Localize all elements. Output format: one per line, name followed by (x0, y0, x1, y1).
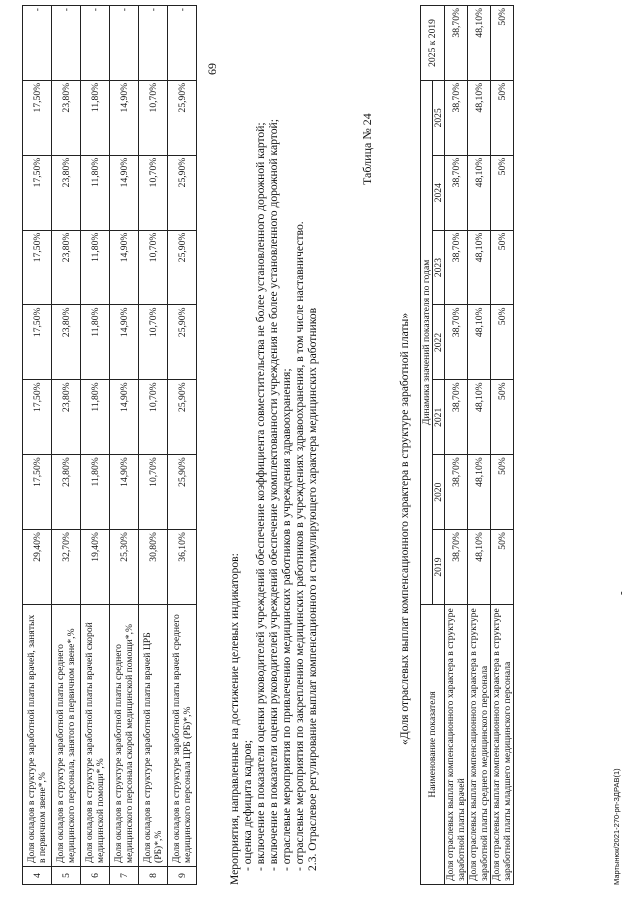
col-group-header: Динамика значений показателя по годам (421, 80, 433, 604)
value-cell: 25,30% (110, 530, 139, 605)
indicator-name: Доля окладов в структуре заработной платы врачей ЦРБ (РБ)*,% (139, 605, 168, 867)
value-cell: 38,70% (445, 380, 468, 455)
value-cell: 25,90% (168, 455, 197, 530)
measure-item: - включение в показатели оценки руководителей учреждений обеспечение укомплектованности учреждения не более установленного дорожной картой; (267, 119, 280, 871)
indicators-table-body (23, 6, 197, 885)
value-cell: - (81, 6, 110, 81)
value-cell: 10,70% (139, 455, 168, 530)
measure-item: - оценка дефицита кадров; (241, 740, 254, 871)
value-cell: 11,80% (81, 455, 110, 530)
measures-text (228, 5, 319, 885)
value-cell: 50% (491, 6, 514, 81)
table-title: «Доля отраслевых выплат компенсационного характера в структуре заработной платы» (398, 312, 411, 745)
value-cell: 14,90% (110, 80, 139, 155)
value-cell: 10,70% (139, 155, 168, 230)
row-number: 7 (110, 867, 139, 885)
table-header-row (421, 6, 433, 885)
value-cell: 48,10% (468, 230, 491, 305)
value-cell: 50% (491, 380, 514, 455)
value-cell: 25,90% (168, 230, 197, 305)
value-cell: 11,80% (81, 305, 110, 380)
indicator-name: Доля окладов в структуре заработной платы среднего медицинского персонала, занятого в первичном звене*,% (52, 605, 81, 867)
value-cell: 23,80% (52, 155, 81, 230)
indicator-name: Доля окладов в структуре заработной платы врачей среднего медицинского персонала ЦРБ (РБ)*,% (168, 605, 197, 867)
year-header: 2023 (433, 230, 445, 305)
value-cell: 25,90% (168, 80, 197, 155)
indicators-table (22, 5, 197, 885)
indicator-name: Доля отраслевых выплат компенсационного характера в структуре заработной платы среднего медицинского персонала (468, 605, 491, 885)
value-cell: 17,50% (23, 380, 52, 455)
value-cell: 48,10% (468, 80, 491, 155)
section-heading: 2.3. Отраслевое регулирование выплат компенсационного и стимулирующего характера медицинских работников (306, 307, 319, 871)
value-cell: 11,80% (81, 380, 110, 455)
value-cell: 38,70% (445, 80, 468, 155)
value-cell: 38,70% (445, 530, 468, 605)
col-ratio-header: 2025 к 2019 (421, 6, 445, 81)
row-number: 4 (23, 867, 52, 885)
value-cell: 10,70% (139, 380, 168, 455)
value-cell: 50% (491, 155, 514, 230)
value-cell: 38,70% (445, 455, 468, 530)
year-header: 2025 (433, 80, 445, 155)
year-header: 2024 (433, 155, 445, 230)
value-cell: 50% (491, 80, 514, 155)
value-cell: 23,80% (52, 380, 81, 455)
value-cell: 23,80% (52, 230, 81, 305)
value-cell: 14,90% (110, 230, 139, 305)
value-cell: 11,80% (81, 80, 110, 155)
value-cell: 36,10% (168, 530, 197, 605)
indicator-name: Доля отраслевых выплат компенсационного характера в структуре заработной платы младшего медицинского персонала (491, 605, 514, 885)
value-cell: 11,80% (81, 230, 110, 305)
document-footer: Мартынюк/2021-270-рп-ЗДРАВ(1) (612, 768, 621, 885)
value-cell: 19,40% (81, 530, 110, 605)
value-cell: 17,50% (23, 230, 52, 305)
value-cell: 17,50% (23, 155, 52, 230)
measures-heading: Мероприятия, направленные на достижение целевых индикаторов: (228, 553, 241, 885)
table-row (110, 6, 139, 885)
value-cell: 17,50% (23, 305, 52, 380)
value-cell: 25,90% (168, 380, 197, 455)
value-cell: 48,10% (468, 380, 491, 455)
value-cell: 10,70% (139, 305, 168, 380)
year-header: 2020 (433, 455, 445, 530)
table-row (491, 6, 514, 885)
row-number: 9 (168, 867, 197, 885)
table-row (468, 6, 491, 885)
value-cell: - (23, 6, 52, 81)
measure-item: - включение в показатели оценки руководителей учреждений обеспечение коэффициента совместительства не более установленного дорожной картой; (254, 122, 267, 871)
indicator-name: Доля окладов в структуре заработной платы среднего медицинского персонала скорой медицинской помощи*,% (110, 605, 139, 867)
row-number: 6 (81, 867, 110, 885)
value-cell: 17,50% (23, 80, 52, 155)
col-name-header: Наименование показателя (421, 605, 445, 885)
value-cell: 10,70% (139, 230, 168, 305)
value-cell: 14,90% (110, 380, 139, 455)
value-cell: 23,80% (52, 455, 81, 530)
value-cell: 50% (491, 455, 514, 530)
table-row (52, 6, 81, 885)
value-cell: 48,10% (468, 455, 491, 530)
value-cell: 50% (491, 530, 514, 605)
value-cell: 14,90% (110, 455, 139, 530)
value-cell: 48,10% (468, 6, 491, 81)
table-row (445, 6, 468, 885)
value-cell: 14,90% (110, 305, 139, 380)
row-number: 8 (139, 867, 168, 885)
value-cell: 38,70% (445, 155, 468, 230)
value-cell: - (168, 6, 197, 81)
row-number: 5 (52, 867, 81, 885)
page-number: 69 (205, 63, 219, 75)
table-row (168, 6, 197, 885)
indicator-name: Доля отраслевых выплат компенсационного характера в структуре заработной платы врачей (445, 605, 468, 885)
value-cell: 50% (491, 305, 514, 380)
table-row (23, 6, 52, 885)
value-cell: 48,10% (468, 155, 491, 230)
value-cell: 38,70% (445, 305, 468, 380)
value-cell: 48,10% (468, 305, 491, 380)
value-cell: 38,70% (445, 230, 468, 305)
table-row (139, 6, 168, 885)
value-cell: 17,50% (23, 455, 52, 530)
value-cell: 50% (491, 230, 514, 305)
value-cell: 25,90% (168, 155, 197, 230)
value-cell: 11,80% (81, 155, 110, 230)
value-cell: - (52, 6, 81, 81)
value-cell: 10,70% (139, 80, 168, 155)
year-header: 2021 (433, 380, 445, 455)
table-row (81, 6, 110, 885)
value-cell: 23,80% (52, 305, 81, 380)
year-header: 2019 (433, 530, 445, 605)
value-cell: 48,10% (468, 530, 491, 605)
year-header: 2022 (433, 305, 445, 380)
compensation-table-body (445, 6, 514, 885)
indicator-name: Доля окладов в структуре заработной платы врачей скорой медицинской помощи*,% (81, 605, 110, 867)
indicator-name: Доля окладов в структуре заработной платы врачей, занятых в первичном звене*,% (23, 605, 52, 867)
value-cell: 29,40% (23, 530, 52, 605)
value-cell: 14,90% (110, 155, 139, 230)
value-cell: - (139, 6, 168, 81)
measure-item: - отраслевые мероприятия по закреплению медицинских работников в учреждениях здравоохранения, в том числе наставничество. (293, 221, 306, 871)
value-cell: 30,80% (139, 530, 168, 605)
table-number: Таблица № 24 (360, 113, 374, 185)
stray-mark: - (615, 591, 627, 595)
value-cell: 32,70% (52, 530, 81, 605)
value-cell: - (110, 6, 139, 81)
measure-item: - отраслевые мероприятия по привлечению медицинских работников в учреждения здравоохранения; (280, 368, 293, 871)
compensation-table (420, 5, 514, 885)
value-cell: 23,80% (52, 80, 81, 155)
value-cell: 25,90% (168, 305, 197, 380)
value-cell: 38,70% (445, 6, 468, 81)
